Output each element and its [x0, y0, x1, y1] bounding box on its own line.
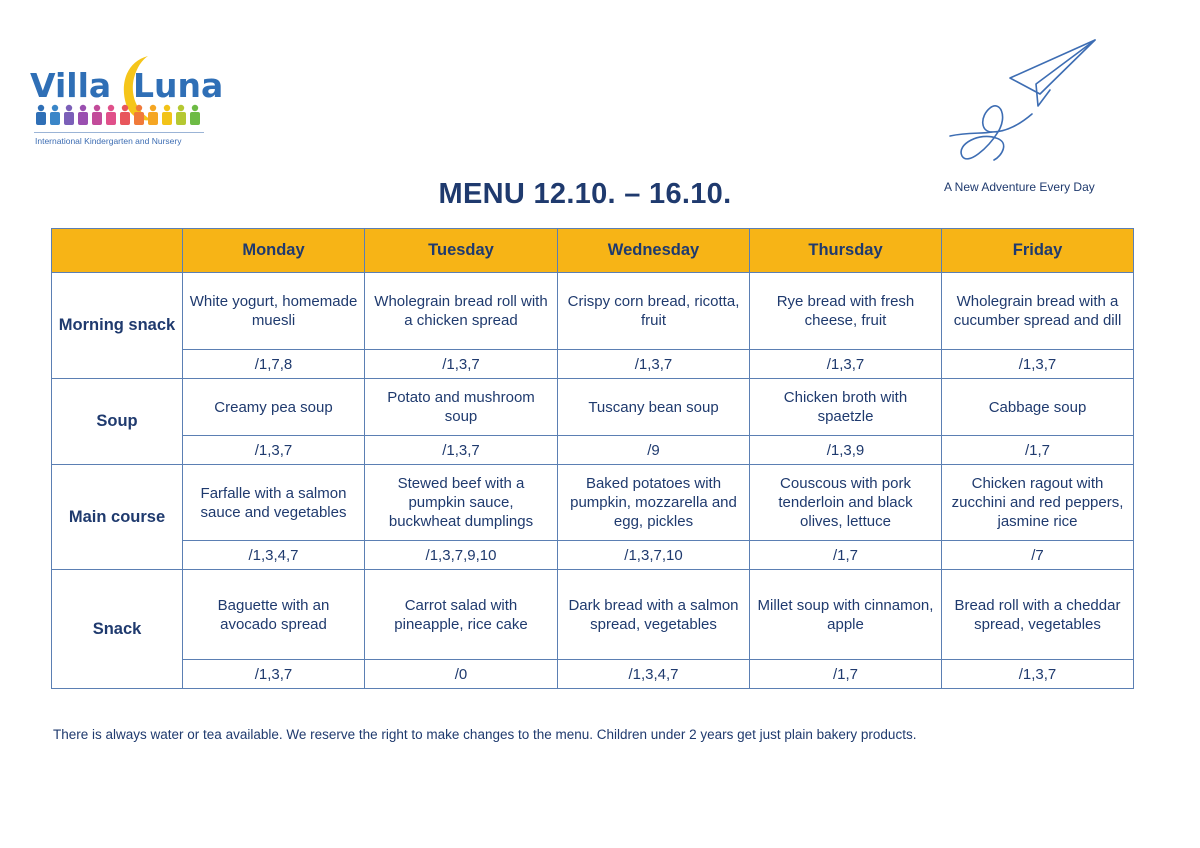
allergen-code: /7 [942, 541, 1134, 570]
meal-item: Crispy corn bread, ricotta, fruit [558, 273, 750, 350]
allergen-code: /1,3,4,7 [558, 660, 750, 689]
logo-word-luna: Luna [133, 66, 224, 105]
meal-label: Main course [52, 465, 183, 570]
meal-item: Tuscany bean soup [558, 379, 750, 436]
meal-item: Chicken broth with spaetzle [750, 379, 942, 436]
allergen-code: /1,3,9 [750, 436, 942, 465]
allergen-code: /1,3,7 [942, 350, 1134, 379]
allergen-code: /9 [558, 436, 750, 465]
meal-item: Couscous with pork tenderloin and black olives, lettuce [750, 465, 942, 541]
meal-item: Wholegrain bread roll with a chicken spread [365, 273, 558, 350]
allergen-code: /1,3,7,10 [558, 541, 750, 570]
allergen-code: /1,7 [750, 541, 942, 570]
children-row-icon [34, 104, 206, 126]
meal-item: Rye bread with fresh cheese, fruit [750, 273, 942, 350]
corner-cell [52, 229, 183, 273]
allergen-code: /1,7 [750, 660, 942, 689]
menu-table [51, 228, 1134, 689]
meal-item: Millet soup with cinnamon, apple [750, 570, 942, 660]
meal-item: Potato and mushroom soup [365, 379, 558, 436]
allergen-code: /1,3,7 [183, 660, 365, 689]
allergen-code: /1,3,7 [365, 436, 558, 465]
paper-plane-icon [940, 36, 1110, 176]
allergen-row [52, 541, 1134, 570]
meal-item: Baked potatoes with pumpkin, mozzarella and egg, pickles [558, 465, 750, 541]
logo-tagline: International Kindergarten and Nursery [35, 136, 182, 146]
meal-item: Stewed beef with a pumpkin sauce, buckwheat dumplings [365, 465, 558, 541]
meal-item: Dark bread with a salmon spread, vegetables [558, 570, 750, 660]
meal-label: Morning snack [52, 273, 183, 379]
meal-item: Carrot salad with pineapple, rice cake [365, 570, 558, 660]
meal-row [52, 465, 1134, 541]
meal-item: Chicken ragout with zucchini and red peppers, jasmine rice [942, 465, 1134, 541]
meal-row [52, 379, 1134, 436]
meal-item: Wholegrain bread with a cucumber spread and dill [942, 273, 1134, 350]
meal-item: Cabbage soup [942, 379, 1134, 436]
meal-label: Soup [52, 379, 183, 465]
allergen-row [52, 660, 1134, 689]
footnote: There is always water or tea available. We reserve the right to make changes to the menu. Children under 2 years get just plain bakery products. [53, 727, 917, 742]
allergen-code: /1,3,4,7 [183, 541, 365, 570]
day-header: Wednesday [558, 229, 750, 273]
allergen-code: /0 [365, 660, 558, 689]
allergen-code: /1,3,7 [942, 660, 1134, 689]
villa-luna-logo [30, 52, 224, 152]
day-header: Tuesday [365, 229, 558, 273]
allergen-code: /1,3,7 [750, 350, 942, 379]
allergen-code: /1,3,7,9,10 [365, 541, 558, 570]
meal-row [52, 570, 1134, 660]
meal-item: Farfalle with a salmon sauce and vegetables [183, 465, 365, 541]
allergen-code: /1,3,7 [365, 350, 558, 379]
allergen-code: /1,3,7 [558, 350, 750, 379]
meal-item: Creamy pea soup [183, 379, 365, 436]
menu-title: MENU 12.10. – 16.10. [438, 178, 732, 210]
meal-item: Bread roll with a cheddar spread, vegetables [942, 570, 1134, 660]
day-header: Monday [183, 229, 365, 273]
allergen-row [52, 350, 1134, 379]
meal-label: Snack [52, 570, 183, 689]
day-header: Friday [942, 229, 1134, 273]
allergen-code: /1,7 [942, 436, 1134, 465]
meal-item: Baguette with an avocado spread [183, 570, 365, 660]
allergen-code: /1,7,8 [183, 350, 365, 379]
meal-row [52, 273, 1134, 350]
logo-word-villa: Villa [30, 66, 112, 105]
logo-divider [34, 132, 204, 133]
day-header-row [52, 229, 1134, 273]
adventure-tagline: A New Adventure Every Day [944, 180, 1095, 194]
day-header: Thursday [750, 229, 942, 273]
allergen-code: /1,3,7 [183, 436, 365, 465]
meal-item: White yogurt, homemade muesli [183, 273, 365, 350]
allergen-row [52, 436, 1134, 465]
